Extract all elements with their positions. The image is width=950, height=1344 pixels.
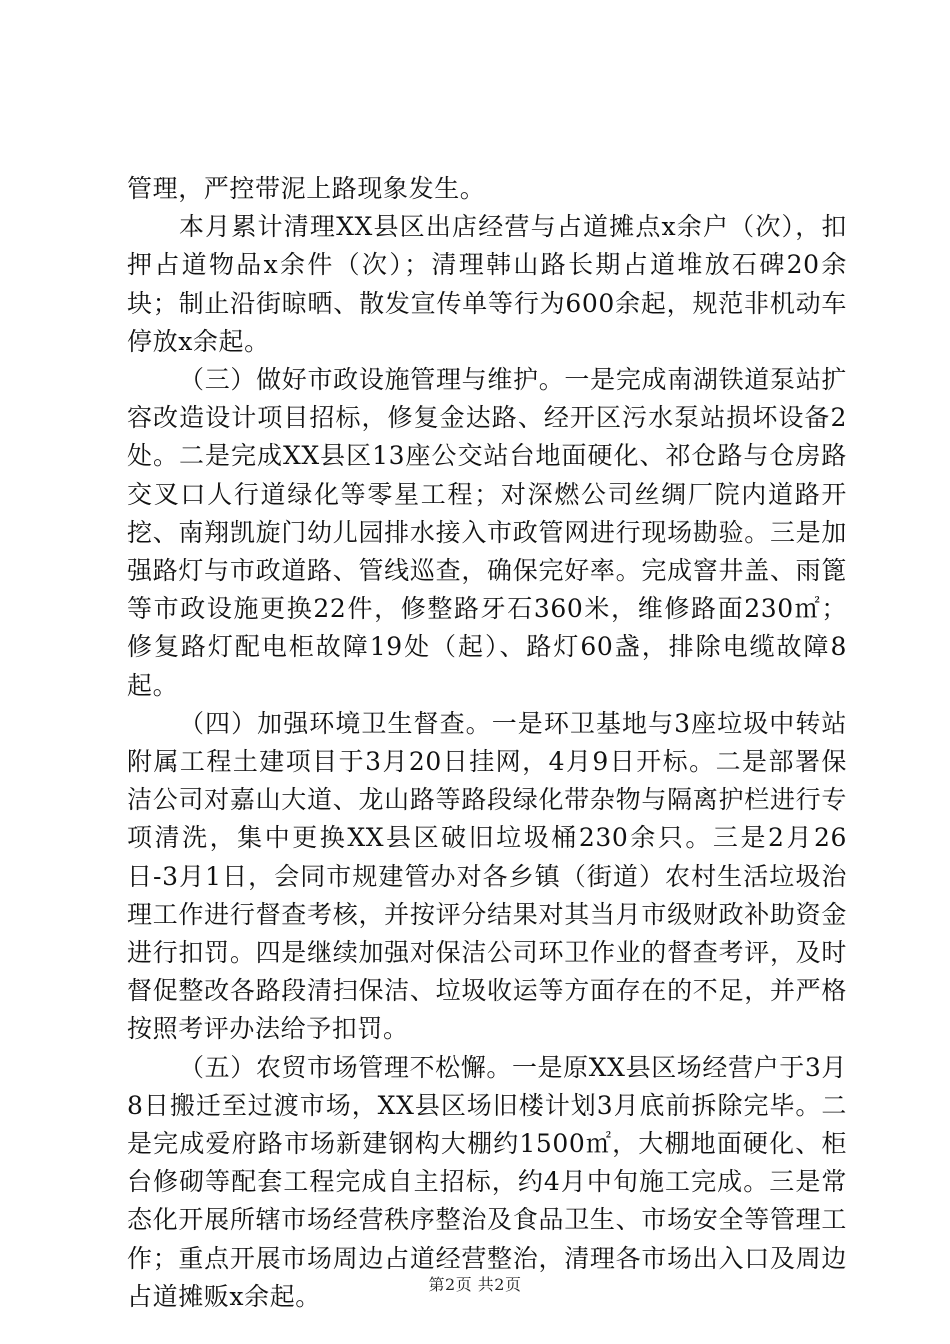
document-body xyxy=(127,170,847,1316)
page-footer: 第2页 共2页 xyxy=(428,1275,522,1294)
paragraph-market-management: （五）农贸市场管理不松懈。一是原XX县区场经营户于3月8日搬迁至过渡市场，XX县区场旧楼计划3月底前拆除完毕。二是完成爱府路市场新建钢构大棚约1500㎡，大棚地面硬化、柜台修砌等配套工程完成自主招标，约4月中旬施工完成。三是常态化开展所辖市场经营秩序整治及食品卫生、市场安全等管理工作；重点开展市场周边占道经营整治，清理各市场出入口及周边占道摊贩x余起。 xyxy=(127,1052,847,1311)
paragraph-cleanup-stats: 本月累计清理XX县区出店经营与占道摊点x余户（次），扣押占道物品x余件（次）；清理韩山路长期占道堆放石碑20余块；制止沿街晾晒、散发宣传单等行为600余起，规范非机动车停放x余起。 xyxy=(127,212,847,356)
paragraph-continuation: 管理，严控带泥上路现象发生。 xyxy=(127,174,486,203)
paragraph-sanitation-inspection: （四）加强环境卫生督查。一是环卫基地与3座垃圾中转站附属工程土建项目于3月20日挂网，4月9日开标。二是部署保洁公司对嘉山大道、龙山路等路段绿化带杂物与隔离护栏进行专项清洗，集中更换XX县区破旧垃圾桶230余只。三是2月26日-3月1日，会同市规建管办对各乡镇（街道）农村生活垃圾治理工作进行督查考核，并按评分结果对其当月市级财政补助资金进行扣罚。四是继续加强对保洁公司环卫作业的督查考评，及时督促整改各路段清扫保洁、垃圾收运等方面存在的不足，并严格按照考评办法给予扣罚。 xyxy=(127,708,847,1044)
paragraph-municipal-facilities: （三）做好市政设施管理与维护。一是完成南湖铁道泵站扩容改造设计项目招标，修复金达路、经开区污水泵站损坏设备2处。二是完成XX县区13座公交站台地面硬化、祁仓路与仓房路交叉口人行道绿化等零星工程；对深燃公司丝绸厂院内道路开挖、南翔凯旋门幼儿园排水接入市政管网进行现场勘验。三是加强路灯与市政道路、管线巡查，确保完好率。完成窨井盖、雨篦等市政设施更换22件，修整路牙石360米，维修路面230㎡；修复路灯配电柜故障19处（起）、路灯60盏，排除电缆故障8起。 xyxy=(127,365,847,700)
